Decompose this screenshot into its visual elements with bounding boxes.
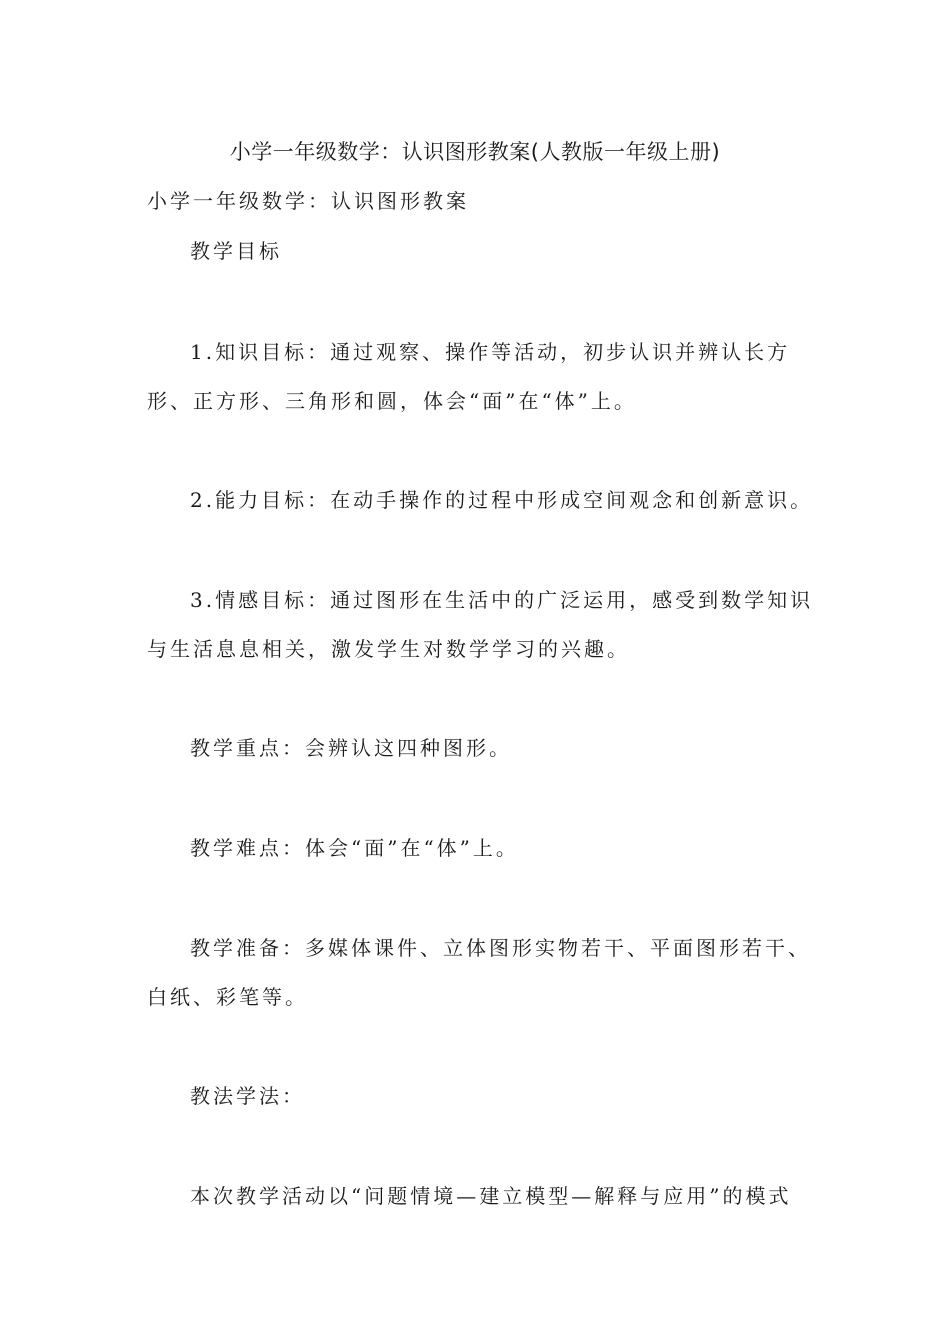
- key-point: 教学重点：会辨认这四种图形。: [190, 736, 512, 760]
- preparation-line-2: 白纸、彩笔等。: [147, 985, 308, 1009]
- difficulty: 教学难点：体会“面”在“体”上。: [190, 836, 519, 860]
- goal-3-line-1: 3.情感目标：通过图形在生活中的广泛运用，感受到数学知识: [190, 588, 814, 612]
- preparation-line-1: 教学准备：多媒体课件、立体图形实物若干、平面图形若干、: [190, 936, 811, 960]
- methods-body-line-1: 本次教学活动以“问题情境—建立模型—解释与应用”的模式: [190, 1184, 792, 1208]
- goal-2: 2.能力目标：在动手操作的过程中形成空间观念和创新意识。: [190, 488, 814, 512]
- goal-3-line-2: 与生活息息相关，激发学生对数学学习的兴趣。: [147, 637, 630, 661]
- section-heading-teaching-goals: 教学目标: [190, 239, 282, 263]
- document-title: 小学一年级数学：认识图形教案(人教版一年级上册): [229, 140, 721, 164]
- methods-heading: 教法学法：: [190, 1084, 305, 1108]
- goal-1-line-2: 形、正方形、三角形和圆，体会“面”在“体”上。: [147, 389, 637, 413]
- document-subtitle: 小学一年级数学：认识图形教案: [147, 189, 469, 213]
- goal-1-line-1: 1.知识目标：通过观察、操作等活动，初步认识并辨认长方: [190, 340, 791, 364]
